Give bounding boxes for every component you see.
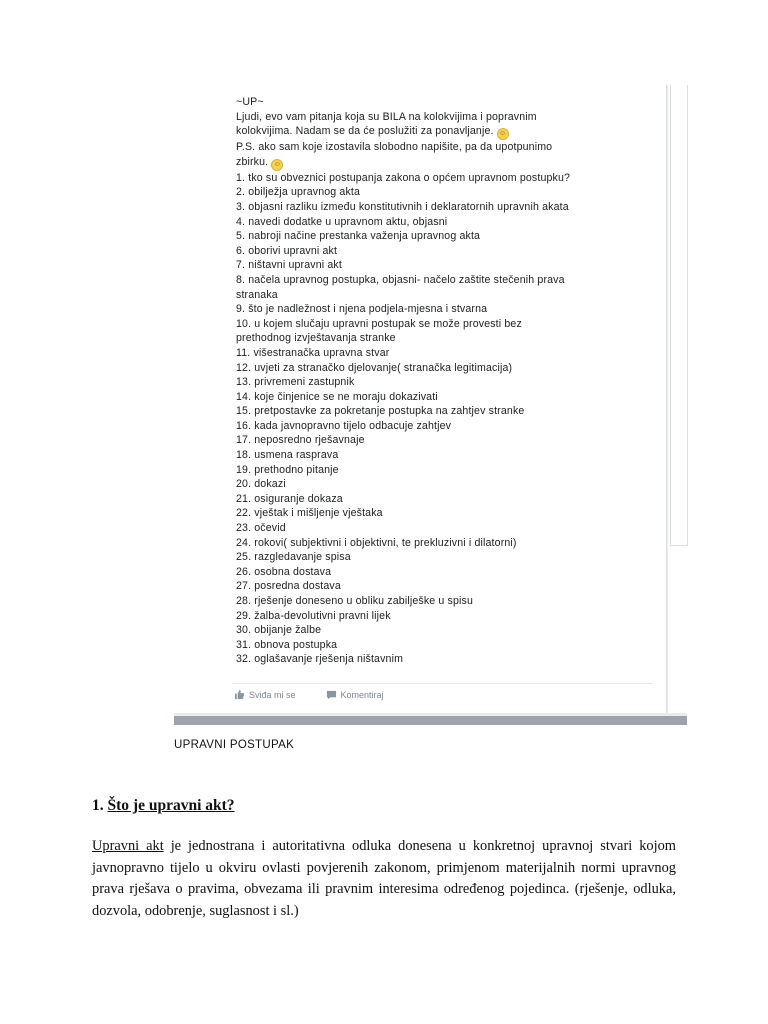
answer-paragraph [92,836,676,922]
question-list-item: 29. žalba-devolutivni pravni lijek [236,609,391,622]
question-list-item: 15. pretpostavke za pokretanje postupka na zahtjev stranke [236,405,525,418]
question-list-item: 8. načela upravnog postupka, objasni- načelo zaštite stečenih prava [236,273,565,286]
question-list-item: 20. dokazi [236,478,286,491]
question-list-item: 10. u kojem slučaju upravni postupak se može provesti bez [236,317,522,330]
question-list-item: 3. objasni razliku između konstitutivnih i deklaratornih upravnih akata [236,200,569,213]
question-list-item: 32. oglašavanje rješenja ništavnim [236,653,404,666]
question-title: Što je upravni akt? [107,797,235,814]
post-intro-line: Ljudi, evo vam pitanja koja su BILA na kolokvijima i popravnim [236,110,537,123]
right-panel [670,85,688,546]
post-intro-line: kolokvijima. Nadam se da će poslužiti za ponavljanje. ☺ [236,124,661,140]
post-divider [232,683,652,684]
question-list-item: 14. koje činjenice se ne moraju dokazivati [236,390,438,403]
question-number: 1. [92,797,104,814]
question-list-item: 2. obilježja upravnog akta [236,186,361,199]
screenshot-bottom-bar [174,716,687,725]
question-list-item: 21. osiguranje dokaza [236,492,343,505]
question-list-item: 30. obijanje žalbe [236,624,322,637]
post-screenshot [174,85,687,725]
question-heading [92,797,235,815]
comment-label: Komentiraj [340,689,384,700]
post-card [174,85,667,713]
like-thumb-icon [234,689,245,700]
question-list-item: 17. neposredno rješavnaje [236,434,365,447]
post-tag: ~UP~ [236,96,264,108]
question-list-item: 4. navedi dodatke u upravnom aktu, objasni [236,215,448,228]
right-column [668,85,687,713]
question-list-item: 11. višestranačka upravna stvar [236,346,390,359]
question-list-item: 25. razgledavanje spisa [236,551,351,564]
smiley-emoji-icon: ☺ [271,159,283,171]
answer-body: je jednostrana i autoritativna odluka donesena u konkretnoj upravnoj stvari kojom javnopravno tijelo u okviru ovlasti povjerenih zakonom, primjenom materijalnih normi upravnog prava rješava o pravima, obvezama ili pravnim interesima određenog pojedinca. (rješenje, odluka, dozvola, odobrenje, suglasnost i sl.) [92,838,676,919]
comment-button[interactable] [326,689,384,700]
smiley-emoji-icon: ☺ [497,128,509,140]
question-list-item: 24. rokovi( subjektivni i objektivni, te prekluzivni i dilatorni) [236,536,517,549]
question-list-item: 26. osobna dostava [236,565,332,578]
like-label: Sviđa mi se [249,689,296,700]
post-text [236,95,661,667]
question-list-item: 6. oborivi upravni akt [236,244,338,257]
question-list-item: 22. vještak i mišljenje vještaka [236,507,383,520]
question-list-item: 28. rješenje doneseno u obliku zabilješke u spisu [236,595,474,607]
post-actions [234,689,384,700]
question-list-item: 9. što je nadležnost i njena podjela-mjesna i stvarna [236,303,488,316]
post-ps-line: P.S. ako sam koje izostavila slobodno napišite, pa da upotpunimo [236,141,553,154]
question-list-item: 16. kada javnopravno tijelo odbacuje zahtjev [236,419,452,432]
question-list-item: stranaka [236,288,278,301]
comment-bubble-icon [326,689,337,700]
question-list-item: 7. ništavni upravni akt [236,259,342,272]
question-list-item: 12. uvjeti za stranačko djelovanje( stranačka legitimacija) [236,361,513,374]
question-list-item: 1. tko su obveznici postupanja zakona o općem upravnom postupku? [236,171,571,184]
like-button[interactable] [234,689,296,700]
section-caption: UPRAVNI POSTUPAK [174,739,295,751]
question-list-item: 23. očevid [236,522,286,535]
answer-term: Upravni akt [92,838,164,854]
question-list-item: 27. posredna dostava [236,580,341,593]
question-list-item: 19. prethodno pitanje [236,463,339,476]
question-list-item: 13. privremeni zastupnik [236,376,355,389]
post-ps-line: zbirku. ☺ [236,155,661,171]
question-list-item: 5. nabroji načine prestanka važenja upravnog akta [236,230,481,243]
question-list-item: 31. obnova postupka [236,638,338,651]
question-list [236,171,661,667]
question-list-item: 18. usmena rasprava [236,449,339,462]
question-list-item: prethodnog izvještavanja stranke [236,332,396,345]
